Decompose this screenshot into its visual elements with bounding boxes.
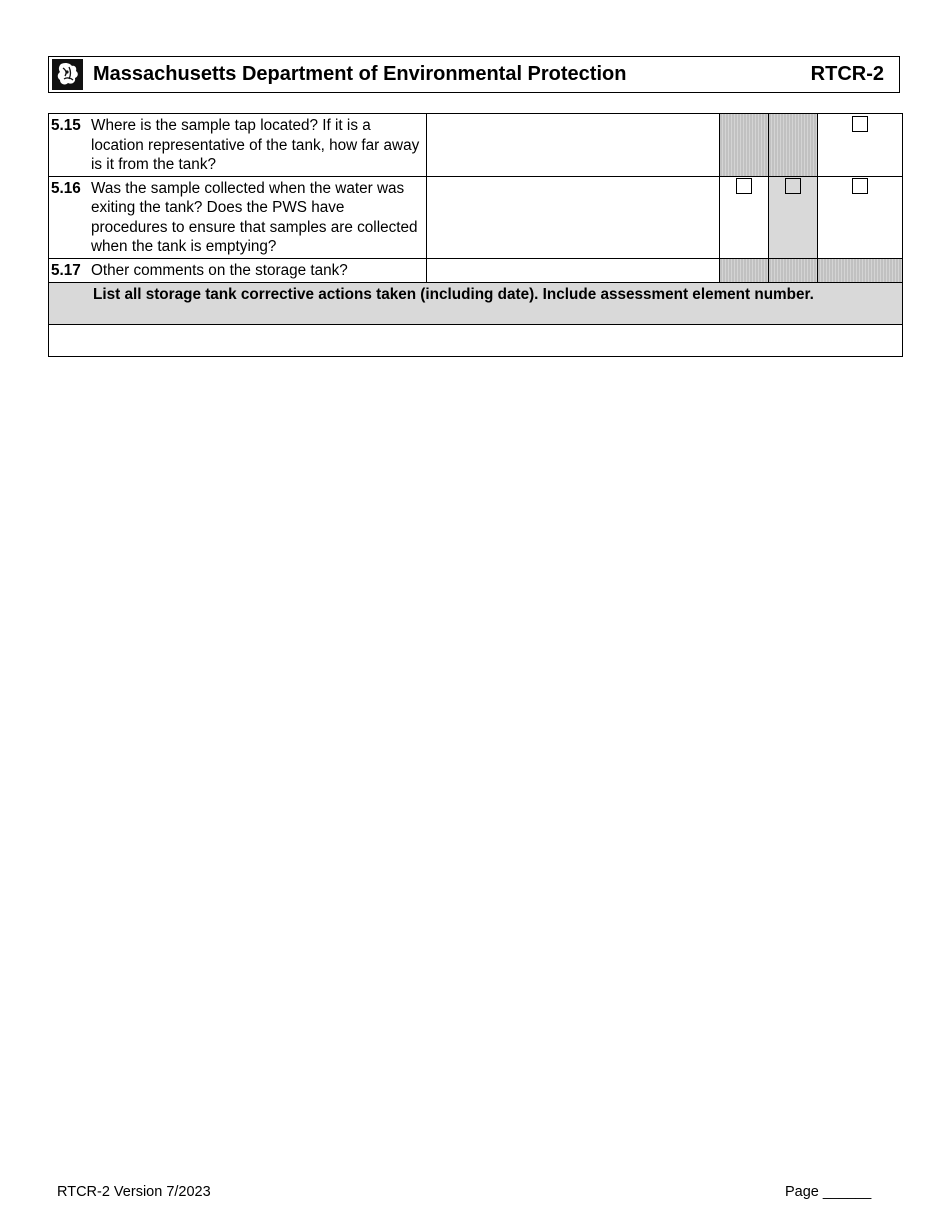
question-text: Other comments on the storage tank? xyxy=(91,261,348,279)
na-cell xyxy=(818,114,903,177)
form-code: RTCR-2 xyxy=(810,63,884,85)
table-row xyxy=(49,176,903,258)
corrective-actions-field[interactable] xyxy=(49,324,903,356)
no-cell xyxy=(769,176,818,258)
na-checkbox[interactable] xyxy=(852,178,868,194)
answer-field[interactable] xyxy=(427,258,720,282)
yes-checkbox[interactable] xyxy=(736,178,752,194)
question-text: Was the sample collected when the water was exiting the tank? Does the PWS have procedures to ensure that samples are collected when the tank is emptying? xyxy=(91,179,418,255)
table-row xyxy=(49,114,903,177)
form-version: RTCR-2 Version 7/2023 xyxy=(57,1184,211,1200)
disabled-na-cell xyxy=(818,258,903,282)
agency-title: Massachusetts Department of Environmental Protection xyxy=(93,63,627,85)
answer-field[interactable] xyxy=(427,176,720,258)
disabled-no-cell xyxy=(769,114,818,177)
question-number: 5.16 xyxy=(51,179,81,197)
question-cell xyxy=(49,258,427,282)
na-cell xyxy=(818,176,903,258)
checklist-table xyxy=(48,113,903,357)
question-number: 5.15 xyxy=(51,117,81,134)
table-row xyxy=(49,258,903,282)
disabled-yes-cell xyxy=(720,258,769,282)
page-number-field[interactable]: Page ______ xyxy=(785,1184,872,1200)
question-cell xyxy=(49,114,427,177)
disabled-yes-cell xyxy=(720,114,769,177)
state-seal-logo xyxy=(52,59,83,90)
corrective-actions-entry-row xyxy=(49,324,903,356)
corrective-actions-label: List all storage tank corrective actions taken (including date). Include assessment element number. xyxy=(49,282,903,324)
question-cell xyxy=(49,176,427,258)
no-checkbox[interactable] xyxy=(785,178,801,194)
form-header xyxy=(48,56,900,93)
corrective-actions-header-row xyxy=(49,282,903,324)
na-checkbox[interactable] xyxy=(852,116,868,132)
answer-field[interactable] xyxy=(427,114,720,177)
yes-cell xyxy=(720,176,769,258)
seal-icon xyxy=(52,59,83,90)
question-number: 5.17 xyxy=(51,261,81,279)
question-text: Where is the sample tap located? If it is a location representative of the tank, how far away is it from the tank? xyxy=(91,117,420,173)
disabled-no-cell xyxy=(769,258,818,282)
